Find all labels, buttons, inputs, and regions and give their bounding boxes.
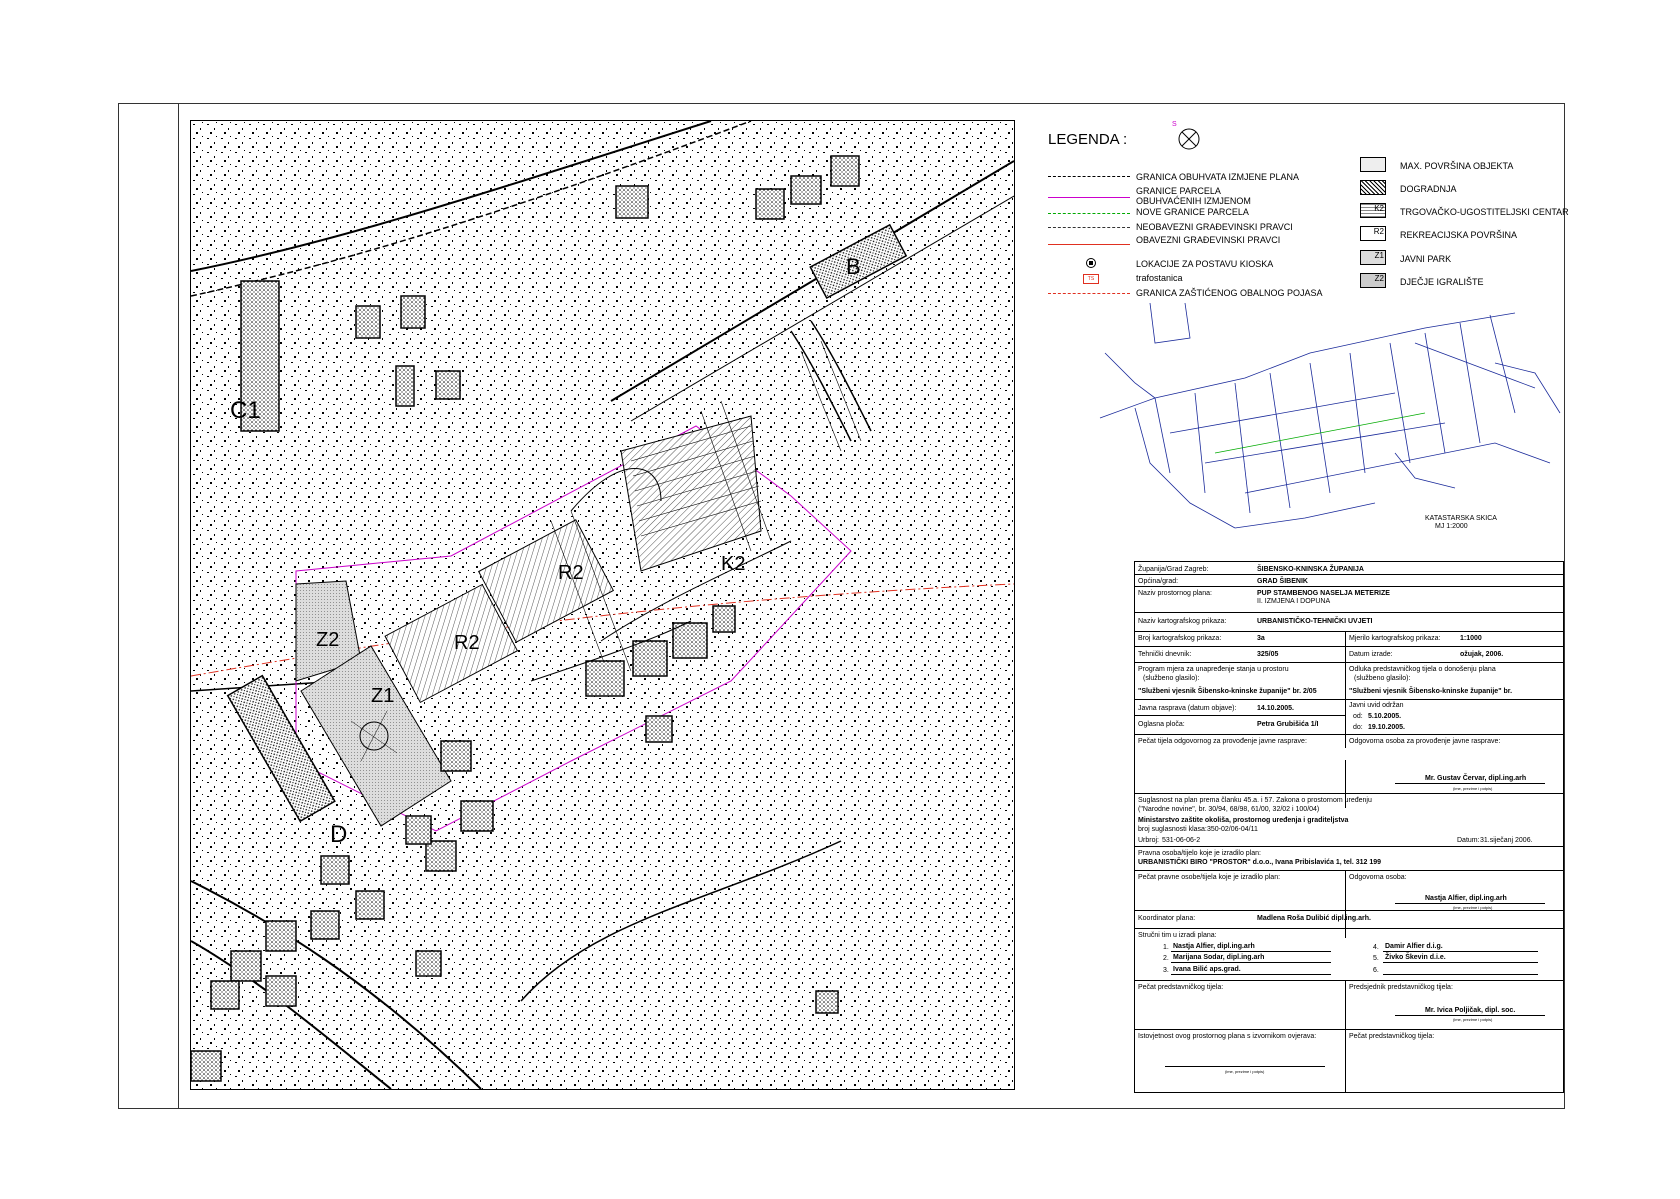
binding-margin-line bbox=[178, 103, 179, 1109]
legend-label-mandatory-build: OBAVEZNI GRAĐEVINSKI PRAVCI bbox=[1136, 235, 1281, 245]
tb-board-value: Petra Grubišića 1/I bbox=[1257, 721, 1319, 728]
tb-program-value: "Službeni vjesnik Šibensko-kninske županije" br. 2/05 bbox=[1138, 688, 1317, 695]
tb-county-label: Županija/Grad Zagreb: bbox=[1138, 566, 1209, 573]
tb-row-rule bbox=[1135, 586, 1563, 587]
tb-row-rule bbox=[1135, 870, 1563, 871]
legend-line-parcel-boundary bbox=[1048, 197, 1130, 198]
tb-inspection-to-value: 19.10.2005. bbox=[1368, 724, 1405, 731]
tb-board-label: Oglasna ploča: bbox=[1138, 721, 1185, 728]
team-line bbox=[1383, 951, 1538, 952]
tb-coordinator-value: Madlena Roša Dulibić dipl.ing.arh. bbox=[1257, 915, 1371, 922]
legend-line-new-parcel bbox=[1048, 213, 1130, 214]
tb-debate-label: Javna rasprava (datum objave): bbox=[1138, 705, 1237, 712]
tb-row-rule bbox=[1135, 734, 1563, 735]
tb-legal-stamp-label: Pečat pravne osobe/tijela koje je izradilo plan: bbox=[1138, 874, 1281, 881]
tb-municipality-value: GRAD ŠIBENIK bbox=[1257, 578, 1308, 585]
cadastral-title: KATASTARSKA SKICA bbox=[1425, 515, 1497, 522]
tb-row-rule bbox=[1135, 910, 1563, 911]
legend-swatch-z1: Z1 bbox=[1360, 250, 1386, 265]
team-line bbox=[1383, 974, 1538, 975]
legend-line-optional-build bbox=[1048, 227, 1130, 228]
tb-date-value: ožujak, 2006. bbox=[1460, 651, 1504, 658]
tb-map-number-label: Broj kartografskog prikaza: bbox=[1138, 635, 1222, 642]
tb-verification-label: Istovjetnost ovog prostornog plana s izvornikom ovjerava: bbox=[1138, 1033, 1317, 1040]
kiosk-icon bbox=[1086, 258, 1096, 268]
legend-label-max-area: MAX. POVRŠINA OBJEKTA bbox=[1400, 161, 1514, 171]
cadastral-scale: MJ 1:2000 bbox=[1435, 523, 1468, 530]
tb-coordinator-label: Koordinator plana: bbox=[1138, 915, 1196, 922]
tb-team-number: 2. bbox=[1163, 955, 1169, 962]
legend-label-r2: REKREACIJSKA POVRŠINA bbox=[1400, 230, 1518, 240]
tb-urbroj-label: Urbroj: bbox=[1138, 837, 1160, 844]
zone-label-d: D bbox=[330, 821, 348, 848]
tb-row-rule bbox=[1135, 699, 1563, 700]
legend-label-optional-build: NEOBAVEZNI GRAĐEVINSKI PRAVCI bbox=[1136, 222, 1293, 232]
tb-row-rule bbox=[1135, 612, 1563, 613]
legend-label-z1: JAVNI PARK bbox=[1400, 254, 1452, 264]
title-block bbox=[1134, 561, 1564, 1093]
legend-label-z2: DJEČJE IGRALIŠTE bbox=[1400, 277, 1484, 287]
tb-row-rule bbox=[1135, 928, 1563, 929]
legend-label-addition: DOGRADNJA bbox=[1400, 184, 1457, 194]
team-line bbox=[1171, 951, 1331, 952]
zone-label-r2-upper: R2 bbox=[558, 562, 584, 584]
tb-team-number: 6. bbox=[1373, 967, 1379, 974]
tb-president-label: Predsjednik predstavničkog tijela: bbox=[1349, 984, 1453, 991]
legend-line-coastal bbox=[1048, 293, 1130, 294]
tb-stamp-debate-label: Pečat tijela odgovornog za provođenje javne rasprave: bbox=[1138, 738, 1307, 745]
tb-row-rule bbox=[1135, 846, 1563, 847]
tb-inspection-from-label: od: bbox=[1353, 713, 1363, 720]
tb-divider-6 bbox=[1345, 980, 1346, 1092]
tb-map-name-value: URBANISTIČKO-TEHNIČKI UVJETI bbox=[1257, 618, 1373, 625]
tb-decision-label: Odluka predstavničkog tijela o donošenju plana bbox=[1349, 666, 1496, 673]
tb-team-number: 3. bbox=[1163, 967, 1169, 974]
tb-urbroj-value: 531-06-06-2 bbox=[1162, 837, 1201, 844]
tb-responsible-label: Odgovorna osoba: bbox=[1349, 874, 1407, 881]
tb-team-member: Nastja Alfier, dipl.ing.arh bbox=[1173, 943, 1255, 950]
tb-scale-value: 1:1000 bbox=[1460, 635, 1482, 642]
tb-team-label: Stručni tim u izradi plana: bbox=[1138, 932, 1217, 939]
tb-team-member: Damir Alfier d.i.g. bbox=[1385, 943, 1443, 950]
legend-swatch-max-area bbox=[1360, 157, 1386, 172]
tb-date-label: Datum izrade: bbox=[1349, 651, 1393, 658]
legend-swatch-k2: K2 bbox=[1360, 203, 1386, 218]
tb-responsible-value: Nastja Alfier, dipl.ing.arh bbox=[1425, 895, 1507, 902]
tb-signature-caption: (ime, prezime i potpis) bbox=[1453, 905, 1493, 910]
tb-county-value: ŠIBENSKO-KNINSKA ŽUPANIJA bbox=[1257, 566, 1364, 573]
tb-program-label: Program mjera za unapređenje stanja u prostoru bbox=[1138, 666, 1289, 673]
tb-debate-value: 14.10.2005. bbox=[1257, 705, 1294, 712]
tb-scale-label: Mjerilo kartografskog prikaza: bbox=[1349, 635, 1441, 642]
tb-consent-line-1: Suglasnost na plan prema članku 45.a. i 57. Zakona o prostornom uređenju bbox=[1138, 797, 1372, 804]
tb-date2-label: Datum: bbox=[1457, 837, 1480, 844]
tb-row-rule bbox=[1135, 980, 1563, 981]
tb-decision-value: "Službeni vjesnik Šibensko-kninske županije" br. bbox=[1349, 688, 1513, 695]
tb-signature-caption: (ime, prezime i potpis) bbox=[1225, 1069, 1265, 1074]
legend-label-transformer: trafostanica bbox=[1136, 273, 1183, 283]
tb-plan-name-label: Naziv prostornog plana: bbox=[1138, 590, 1212, 597]
tb-journal-value: 325/05 bbox=[1257, 651, 1279, 658]
tb-row-rule bbox=[1135, 631, 1563, 632]
team-line bbox=[1383, 962, 1538, 963]
legend-swatch-z2: Z2 bbox=[1360, 273, 1386, 288]
site-plan-drawing bbox=[191, 121, 1014, 1089]
zone-label-z1: Z1 bbox=[371, 685, 395, 707]
team-line bbox=[1171, 962, 1331, 963]
team-line bbox=[1171, 974, 1331, 975]
legend-label-parcel-boundary-2: OBUHVAĆENIH IZMJENOM bbox=[1136, 196, 1251, 206]
tb-team-number: 1. bbox=[1163, 944, 1169, 951]
tb-president-value: Mr. Ivica Poljičak, dipl. soc. bbox=[1425, 1007, 1516, 1014]
tb-signature-caption: (ime, prezime i potpis) bbox=[1453, 1017, 1493, 1022]
transformer-icon: TS bbox=[1083, 274, 1099, 284]
tb-divider-5 bbox=[1345, 870, 1346, 910]
tb-team-number: 5. bbox=[1373, 955, 1379, 962]
tb-legal-entity-value: URBANISTIČKI BIRO "PROSTOR" d.o.o., Ivana Pribislavića 1, tel. 312 199 bbox=[1138, 859, 1382, 866]
tb-row-rule bbox=[1135, 793, 1563, 794]
zone-label-r2-lower: R2 bbox=[454, 632, 480, 654]
tb-date2-value: 31.siječanj 2006. bbox=[1480, 837, 1533, 844]
tb-council-stamp-label-2: Pečat predstavničkog tijela: bbox=[1349, 1033, 1435, 1040]
tb-consent-line-2: ("Narodne novine", br. 30/94, 68/98, 61/00, 32/02 i 100/04) bbox=[1138, 806, 1320, 813]
tb-map-name-label: Naziv kartografskog prikaza: bbox=[1138, 618, 1227, 625]
legend-swatch-addition bbox=[1360, 180, 1386, 195]
tb-inspection-to-label: do: bbox=[1353, 724, 1363, 731]
legend-label-kiosk: LOKACIJE ZA POSTAVU KIOSKA bbox=[1136, 259, 1274, 269]
tb-ministry: Ministarstvo zaštite okoliša, prostornog uređenja i graditeljstva bbox=[1138, 817, 1349, 824]
legend-label-parcel-boundary: GRANICE PARCELA bbox=[1136, 186, 1221, 196]
tb-council-stamp-label: Pečat predstavničkog tijela: bbox=[1138, 984, 1224, 991]
legend-line-mandatory-build bbox=[1048, 244, 1130, 245]
legend-title: LEGENDA : bbox=[1048, 131, 1128, 148]
legend-label-coastal: GRANICA ZAŠTIĆENOG OBALNOG POJASA bbox=[1136, 288, 1323, 298]
zone-label-c1: C1 bbox=[230, 397, 261, 424]
tb-divider-1 bbox=[1345, 631, 1346, 748]
tb-map-number-value: 3a bbox=[1257, 635, 1265, 642]
tb-inspection-from-value: 5.10.2005. bbox=[1368, 713, 1402, 720]
tb-row-rule bbox=[1135, 662, 1563, 663]
tb-row-rule bbox=[1135, 574, 1563, 575]
tb-program-label-2: (službeno glasilo): bbox=[1143, 675, 1200, 682]
tb-signature-caption: (ime, prezime i potpis) bbox=[1453, 786, 1493, 791]
cadastral-sketch bbox=[1095, 303, 1570, 543]
zone-label-b: B bbox=[846, 254, 861, 279]
tb-class-label: broj suglasnosti klasa: bbox=[1138, 826, 1207, 833]
cadastral-drawing bbox=[1095, 303, 1570, 543]
tb-row-rule bbox=[1135, 1029, 1563, 1030]
tb-legal-entity-label: Pravna osoba/tijelo koje je izradilo plan: bbox=[1138, 850, 1261, 857]
tb-responsible-debate-value: Mr. Gustav Červar, dipl.ing.arh bbox=[1425, 775, 1527, 782]
tb-team-member: Ivana Bilić aps.grad. bbox=[1173, 966, 1241, 973]
legend-label-k2: TRGOVAČKO-UGOSTITELJSKI CENTAR bbox=[1400, 207, 1569, 217]
tb-plan-name-value-2: II. IZMJENA I DOPUNA bbox=[1257, 598, 1331, 605]
north-arrow-letter: S bbox=[1172, 121, 1177, 128]
tb-row-rule bbox=[1135, 646, 1563, 647]
zone-label-z2: Z2 bbox=[316, 629, 340, 651]
north-arrow-icon bbox=[1175, 124, 1203, 152]
tb-municipality-label: Općina/grad: bbox=[1138, 578, 1179, 585]
legend-line-plan-boundary bbox=[1048, 176, 1130, 177]
tb-plan-name-value: PUP STAMBENOG NASELJA METERIZE bbox=[1257, 590, 1390, 597]
legend-label-plan-boundary: GRANICA OBUHVATA IZMJENE PLANA bbox=[1136, 172, 1300, 182]
tb-journal-label: Tehnički dnevnik: bbox=[1138, 651, 1192, 658]
tb-team-member: Marijana Sodar, dipl.ing.arh bbox=[1173, 954, 1265, 961]
tb-team-number: 4. bbox=[1373, 944, 1379, 951]
tb-class-value: 350-02/06-04/11 bbox=[1207, 826, 1258, 833]
tb-team-member: Živko Škevin d.i.e. bbox=[1385, 954, 1446, 961]
zone-label-k2: K2 bbox=[721, 553, 746, 575]
legend-swatch-r2: R2 bbox=[1360, 226, 1386, 241]
legend-label-new-parcel: NOVE GRANICE PARCELA bbox=[1136, 207, 1249, 217]
site-plan-map bbox=[190, 120, 1015, 1090]
tb-responsible-debate-label: Odgovorna osoba za provođenje javne rasprave: bbox=[1349, 738, 1501, 745]
tb-decision-label-2: (službeno glasilo): bbox=[1354, 675, 1411, 682]
tb-inspection-label: Javni uvid održan bbox=[1349, 702, 1404, 709]
tb-row-rule bbox=[1135, 715, 1345, 716]
